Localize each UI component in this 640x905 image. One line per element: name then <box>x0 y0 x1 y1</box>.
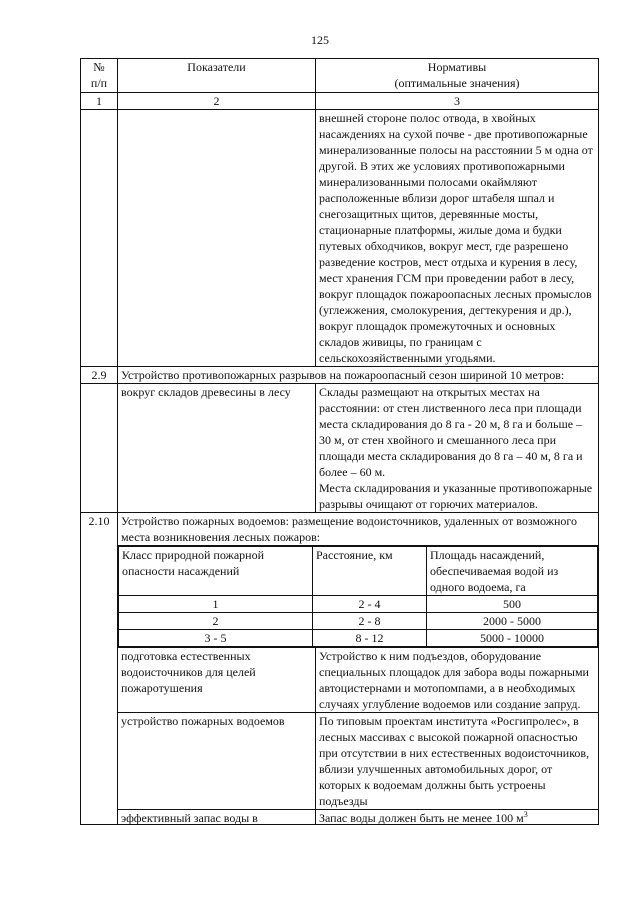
row-2-9-number: 2.9 <box>81 367 118 384</box>
row-2-10-sub-3-label-wrap <box>121 810 312 824</box>
distance-table-cell <box>118 546 599 648</box>
distance-header-class: Класс природной пожарной опасности насаждений <box>119 547 313 596</box>
header-number-abbr: п/п <box>90 76 108 90</box>
row-2-10-sub-1 <box>81 648 599 713</box>
row-2-10-sub-2 <box>81 713 599 810</box>
header-norms-sub: (оптимальные значения) <box>394 76 520 90</box>
row-2-10-sub-1-text-cell <box>316 648 599 713</box>
row-2-10-title-cell <box>118 513 599 546</box>
header-norms-label: Нормативы <box>427 60 487 74</box>
page-number: 125 <box>311 33 329 47</box>
row-2-10-sub-2-label-cell <box>118 713 316 810</box>
row-2-9-sub-text-cell <box>316 384 599 513</box>
row-2-10-sub-1-text: Устройство к ним подъездов, оборудование специальных площадок для забора воды пожарными автоцистернами и мотопомпами, а в необходимых случаях углубление водоемов или создание запруд. <box>319 649 589 711</box>
distance-table <box>118 546 598 647</box>
distance-km-cell: 8 - 12 <box>313 630 427 647</box>
row-2-9-sub <box>81 384 599 513</box>
distance-header-area: Площадь насаждений, обеспечиваемая водой из одного водоема, га <box>427 547 598 596</box>
row-2-9-title-cell <box>118 367 599 384</box>
distance-class-cell: 1 <box>119 596 313 613</box>
row-2-10-sub-3-text: Запас воды должен быть не менее 100 м <box>319 811 524 824</box>
row-2-10-sub-3-text-wrap <box>319 810 595 824</box>
row-2-10-title <box>81 513 599 546</box>
distance-table-row <box>119 630 598 647</box>
row-2-10-sub-3-label-cell <box>118 810 316 825</box>
table-header-row <box>81 59 599 93</box>
row-2-9-sub-text-2: Места складирования и указанные противопожарные разрывы очищают от горючих материалов. <box>319 481 593 511</box>
distance-class-cell: 3 - 5 <box>119 630 313 647</box>
distance-table-row <box>119 613 598 630</box>
row-2-9-title <box>81 367 599 384</box>
row-2-10-sub-1-label-cell <box>118 648 316 713</box>
row-2-10-sub-3-text-cell <box>316 810 599 825</box>
standards-table <box>80 58 599 825</box>
distance-class-cell: 2 <box>119 613 313 630</box>
continuation-text: внешней стороне полос отвода, в хвойных насаждениях на сухой почве - две противопожарные минерализованные полосы на расстоянии 5 м одна от другой. В этих же условиях противопожарными минерализованными полосами окаймляют расположенные вблизи дорог штабеля шпал и снегозащитных щитов, деревянные мосты, стационарные платформы, жилые дома и будки путевых обходчиков, вокруг мест, где разрешено разведение костров, мест отдыха и курения в лесу, мест хранения ГСМ при проведении работ в лесу, вокруг площадок пожароопасных лесных промыслов (углежжения, смолокурения, дегтекурения и др.), вокруг площадок промежуточных и основных складов живицы, по границам с сельскохозяйственными угодьями. <box>319 111 593 365</box>
header-indicators-label: Показатели <box>187 60 246 74</box>
distance-km-cell: 2 - 8 <box>313 613 427 630</box>
row-2-9-sub-label: вокруг складов древесины в лесу <box>121 385 291 399</box>
distance-header-distance: Расстояние, км <box>313 547 427 596</box>
row-2-10-number: 2.10 <box>81 513 118 825</box>
row-2-10-distance-table-row <box>81 546 599 648</box>
header-number-cell <box>81 59 118 93</box>
index-cell-3: 3 <box>316 93 599 110</box>
continuation-num-cell <box>81 110 118 367</box>
index-row <box>81 93 599 110</box>
header-number-symbol: № <box>93 60 105 74</box>
row-2-10-sub-1-label: подготовка естественных водоисточников для целей пожаротушения <box>121 649 256 695</box>
header-norms-cell <box>316 59 599 93</box>
row-2-10-sub-2-text: По типовым проектам института «Росгипролес», в лесных массивах с высокой пожарной опасностью при отсутствии в них естественных водоисточников, вблизи улучшенных автомобильных дорог, от которых к водоемам должны быть устроены подъезды <box>319 714 590 808</box>
row-2-10-sub-3-label: эффективный запас воды в <box>121 811 258 824</box>
row-2-9-title-text: Устройство противопожарных разрывов на пожароопасный сезон шириной 10 метров: <box>121 368 565 382</box>
continuation-text-cell <box>316 110 599 367</box>
row-2-9-sub-label-cell <box>118 384 316 513</box>
row-2-10-sub-2-text-cell <box>316 713 599 810</box>
distance-km-cell: 2 - 4 <box>313 596 427 613</box>
index-cell-2: 2 <box>118 93 316 110</box>
cubic-superscript: 3 <box>523 810 528 819</box>
row-2-9-sub-num-cell <box>81 384 118 513</box>
distance-area-cell: 500 <box>427 596 598 613</box>
distance-area-cell: 5000 - 10000 <box>427 630 598 647</box>
distance-table-header <box>119 547 598 596</box>
header-indicators-cell <box>118 59 316 93</box>
row-2-10-sub-2-label: устройство пожарных водоемов <box>121 714 285 728</box>
distance-area-cell: 2000 - 5000 <box>427 613 598 630</box>
continuation-label-cell <box>118 110 316 367</box>
index-cell-1: 1 <box>81 93 118 110</box>
row-2-10-title-text: Устройство пожарных водоемов: размещение водоисточников, удаленных от возможного места возникновения лесных пожаров: <box>121 514 578 544</box>
row-2-9-sub-text-1: Склады размещают на открытых местах на расстоянии: от стен лиственного леса при площади места складирования до 8 га - 20 м, 8 га и больше – 30 м, от стен хвойного и смешанного леса при площади места складирования до 8 га – 40 м, 8 га и более – 60 м. <box>319 385 583 479</box>
distance-table-row <box>119 596 598 613</box>
row-2-10-sub-3 <box>81 810 599 825</box>
continuation-row <box>81 110 599 367</box>
